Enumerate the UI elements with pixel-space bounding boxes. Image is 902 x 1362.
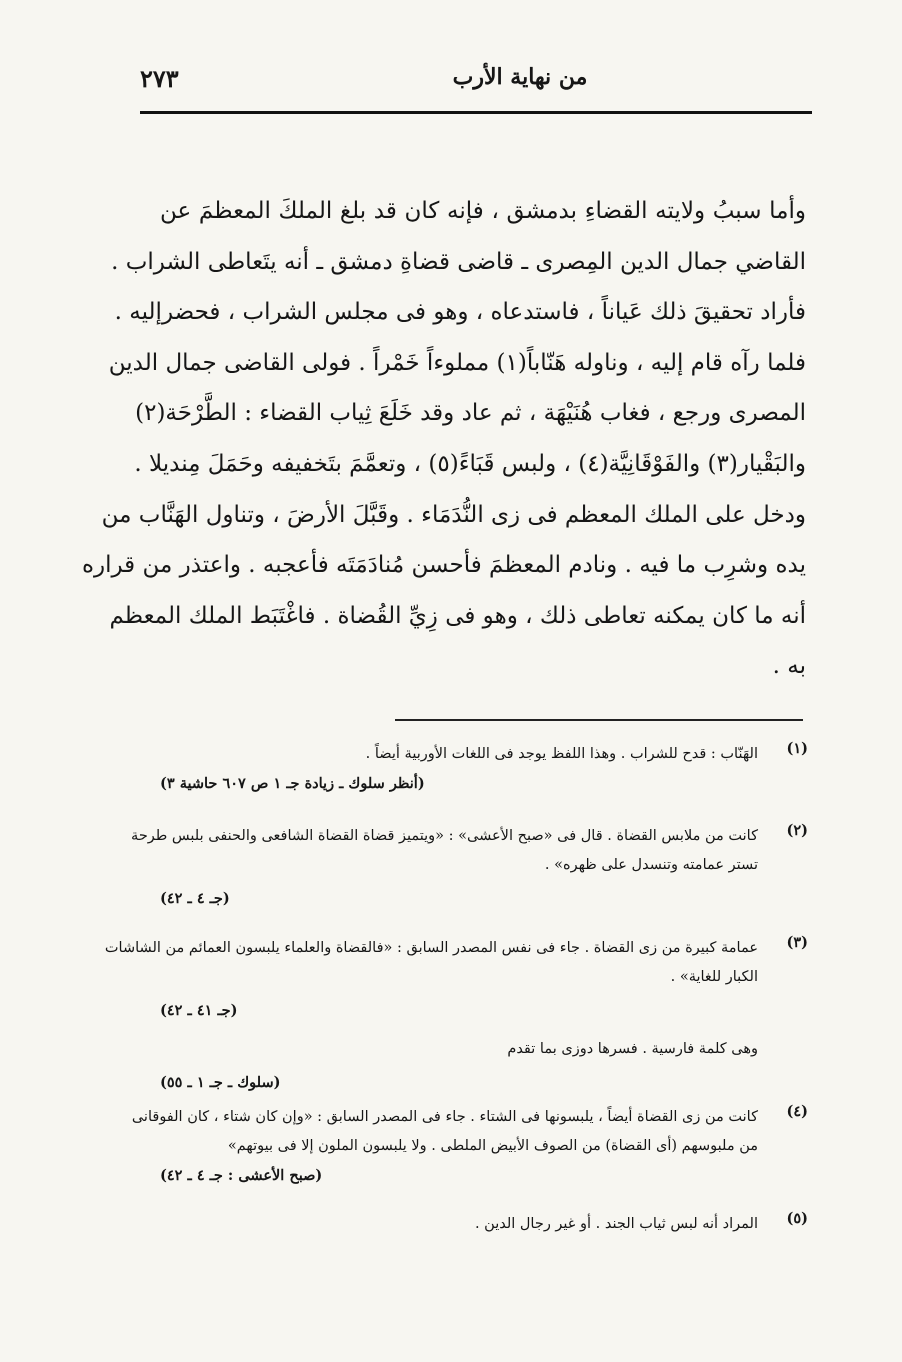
footnote-reference: (أنظر سلوك ـ زيادة جـ ١ ص ٦٠٧ حاشية ٣) [160, 775, 425, 792]
main-text-line: المصرى ورجع ، فغاب هُنَيْهَة ، ثم عاد وقد خَلَعَ ثِياب القضاء : الطَّرْحَة(٢) [135, 400, 806, 427]
page-header [140, 62, 812, 102]
footnote-text: الهَنّاب : قدح للشراب . وهذا اللفظ يوجد فى اللغات الأوربية أيضاً . [365, 746, 758, 762]
footnote-2 [131, 822, 808, 913]
footnote-number: (٤) [786, 1103, 808, 1120]
main-text-line: والبَقْيار(٣) والفَوْقَانِيَّة(٤) ، ولبس قَبَاءً(٥) ، وتعمَّمَ بتَخفيفه وحَمَلَ مِنديلا . [134, 450, 806, 477]
footnote-text: كانت من ملابس القضاة . قال فى «صبح الأعشى» : «ويتميز قضاة القضاة الشافعى والحنفى بلبس طرحة [131, 828, 758, 844]
footnote-reference: (سلوك ـ جـ ١ ـ ٥٥) [160, 1074, 281, 1091]
footnote-reference: (صبح الأعشى : جـ ٤ ـ ٤٢) [160, 1167, 323, 1184]
footnote-4 [131, 1103, 808, 1190]
footnote-number: (١) [786, 740, 808, 757]
page-number: ٢٧٣ [140, 64, 179, 93]
footnote-number: (٥) [786, 1210, 808, 1227]
main-text-line: يده وشرِب ما فيه . ونادم المعظمَ فأحسن مُنادَمَتَه فأعجبه . واعتذر من قراره [81, 552, 806, 579]
footnote-reference: (جـ ٤١ ـ ٤٢) [160, 1002, 238, 1019]
footnote-5 [160, 1210, 808, 1239]
main-text-block [81, 186, 806, 692]
main-text-line: ودخل على الملك المعظم فى زى النُّدَمَاء . وقَبَّلَ الأرضَ ، وتناول الهَنَّاب من [101, 501, 806, 528]
footnote-text: كانت من زى القضاة أيضاً ، يلبسونها فى الشتاء . جاء فى المصدر السابق : «وإن كان شتاء ، كان الفوقانى [131, 1109, 758, 1125]
footnote-text: من ملبوسهم (أى القضاة) من الصوف الأبيض الملطى . ولا يلبسون الملون إلا فى بيوتهم» [227, 1138, 758, 1154]
footnote-text: عمامة كبيرة من زى القضاة . جاء فى نفس المصدر السابق : «فالقضاة والعلماء يلبسون العمائم من الشاشات [104, 940, 758, 956]
header-rule [140, 111, 812, 114]
main-text-line: وأما سببُ ولايته القضاءِ بدمشق ، فإنه كان قد بلغ الملكَ المعظمَ عن [160, 198, 806, 224]
main-text-line: به . [772, 653, 806, 680]
main-text-line: فأراد تحقيقَ ذلك عَياناً ، فاستدعاه ، وهو فى مجلس الشراب ، فحضرإليه . [114, 299, 806, 326]
footnote-3 [104, 934, 808, 1097]
running-title: من نهاية الأرب [452, 64, 588, 90]
footnote-1 [160, 740, 808, 798]
footnote-reference: (جـ ٤ ـ ٤٢) [160, 890, 230, 907]
footnote-separator [395, 719, 803, 721]
main-text-line: القاضي جمال الدين المِصرى ـ قاضى قضاةِ دمشق ـ أنه يتَعاطى الشراب . [111, 248, 806, 275]
footnote-text: المراد أنه لبس ثياب الجند . أو غير رجال الدين . [474, 1216, 758, 1232]
footnote-text: تستر عمامته وتنسدل على ظهره» . [544, 857, 758, 873]
main-text-line: أنه ما كان يمكنه تعاطى ذلك ، وهو فى زِيِّ القُضاة . فاغْتَبَط الملك المعظم [109, 602, 806, 629]
main-text-line: فلما رآه قام إليه ، وناوله هَنّاباً(١) مملوءاً خَمْراً . فولى القاضى جمال الدين [108, 349, 806, 376]
footnote-text: الكبار للغاية» . [670, 969, 758, 985]
footnote-number: (٣) [786, 934, 808, 951]
footnote-number: (٢) [786, 822, 808, 839]
footnote-text: وهى كلمة فارسية . فسرها دوزى بما تقدم [507, 1041, 758, 1057]
